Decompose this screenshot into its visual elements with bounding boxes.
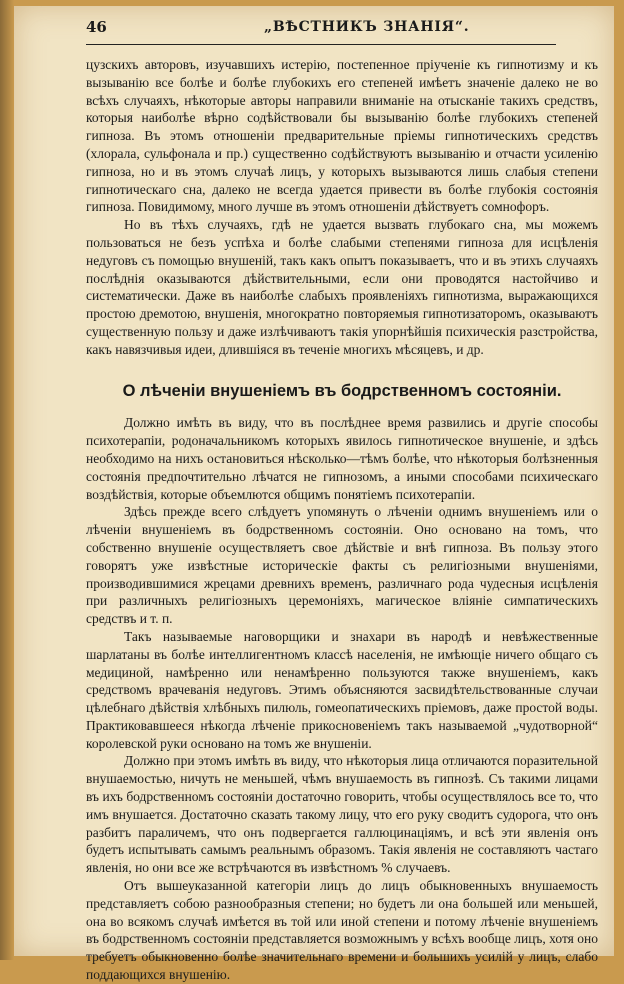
page-binding-edge xyxy=(0,0,14,960)
article-body xyxy=(86,56,598,984)
paragraph: Такъ называемые наговорщики и знахари въ народѣ и невѣжественные шарлатаны въ болѣе интеллигентномъ классѣ населенія, не имѣющіе ничего общаго съ медициной, намѣренно или ненамѣренно пользуются также внушеніемъ, какъ средствомъ врачеванія недуговъ. Этимъ объясняются засвидѣтельствованные случаи цѣлебнаго дѣйствія хлѣбныхъ пилюль, гомеопатическихъ пріемовъ, даже простой воды. Практиковавшееся нѣкогда лѣченіе прикосновеніемъ такъ называемой „чудотворной“ королевской руки основано на томъ же внушеніи. xyxy=(86,628,598,751)
page-number: 46 xyxy=(86,18,107,36)
paragraph: Должно при этомъ имѣть въ виду, что нѣкоторыя лица отличаются поразительной внушаемостью, ничуть не меньшей, чѣмъ внушаемость въ гипнозѣ. Съ такими лицами въ ихъ бодрственномъ состояніи достаточно говорить, чтобы осуществлялось все то, что имъ внушается. Достаточно сказать такому лицу, что его руку сводитъ судорога, что онъ разбитъ параличемъ, что онъ подвергается галлюцинаціямъ, и всѣ эти явленія онъ будетъ испытывать самымъ реальнымъ образомъ. Такія явленія не составляютъ частаго явленія, но они все же встрѣчаются въ извѣстномъ % случаевъ. xyxy=(86,753,598,876)
section-heading: О лѣченіи внушеніемъ въ бодрственномъ состояніи. xyxy=(122,381,562,400)
paragraph: цузскихъ авторовъ, изучавшихъ истерію, постепенное пріученіе къ гипнотизму и къ вызыванію все болѣе и болѣе глубокихъ его степеней имѣетъ значеніе далеко не во всѣхъ случаяхъ, нѣкоторые авторы направили вниманіе на отысканіе такихъ средствъ, которыя наиболѣе вѣрно содѣйствовали бы вызыванію болѣе глубокихъ степеней гипноза. Въ этомъ отношеніи предварительные пріемы гипнотическихъ средствъ (хлорала, сульфонала и пр.) существенно содѣйствуютъ вызыванію и отчасти усиленію гипноза, но и въ этомъ случаѣ лицъ, у которыхъ вызываются лишь слабыя степени гипнотическаго сна, далеко не всегда удается привести въ болѣе глубокія состоянія гипноза. Повидимому, много лучше въ этомъ отношеніи дѣйствуетъ сомнофоръ. xyxy=(86,57,598,215)
running-header xyxy=(86,18,556,45)
paragraph: Отъ вышеуказанной категоріи лицъ до лицъ обыкновенныхъ внушаемость представляетъ собою разнообразныя степени; но будетъ ли она большей или меньшей, она во всякомъ случаѣ имѣется въ той или иной степени и потому лѣченіе внушеніемъ въ бодрственномъ состояніи представляется возможнымъ у всѣхъ вообще лицъ, хотя оно требуетъ обыкновенно болѣе значительнаго времени и большихъ усилій у лицъ, слабо поддающихся внушенію. xyxy=(86,878,598,983)
paragraph: Здѣсь прежде всего слѣдуетъ упомянуть о лѣченіи однимъ внушеніемъ или о лѣченіи внушеніемъ въ бодрственномъ состояніи. Оно основано на томъ, что собственно внушеніе осуществляетъ свое дѣйствіе и внѣ гипноза. Въ пользу этого говорятъ уже извѣстные историческіе факты съ религіозными внушеніями, производившимися жрецами древнихъ временъ, различнаго рода чудесныя исцѣленія при различныхъ религіозныхъ церемоніяхъ, магическое вліяніе симпатическихъ средствъ и т. п. xyxy=(86,504,598,627)
paragraph: Должно имѣть въ виду, что въ послѣднее время развились и другіе способы психотерапіи, родоначальникомъ которыхъ явилось гипнотическое внушеніе, и здѣсь необходимо на нихъ остановиться нѣсколько—тѣмъ болѣе, что нѣкоторыя болѣзненныя состоянія предпочтительно лѣчатся не гипнозомъ, а иными способами психическаго воздѣйствія, которые объемлются общимъ понятіемъ психотерапіи. xyxy=(86,415,598,502)
journal-title: „ВѢСТНИКЪ ЗНАНІЯ“. xyxy=(264,19,470,35)
paragraph: Но въ тѣхъ случаяхъ, гдѣ не удается вызвать глубокаго сна, мы можемъ пользоваться не безъ успѣха и болѣе слабыми степенями гипноза для исцѣленія недуговъ съ помощью внушеній, такъ какъ опытъ показываетъ, что и въ этихъ случаяхъ послѣднія оказываются дѣйствительными, если они проводятся настойчиво и систематически. Даже въ наиболѣе слабыхъ проявленіяхъ гипнотизма, выражающихся простою дремотою, внушенія, многократно повторяемыя гипнотизаторомъ, оказываютъ существенную пользу и даже излѣчиваютъ такія упорнѣйшія психическія разстройства, какъ навязчивыя идеи, длившіяся въ теченіе многихъ мѣсяцевъ, и др. xyxy=(86,217,598,357)
